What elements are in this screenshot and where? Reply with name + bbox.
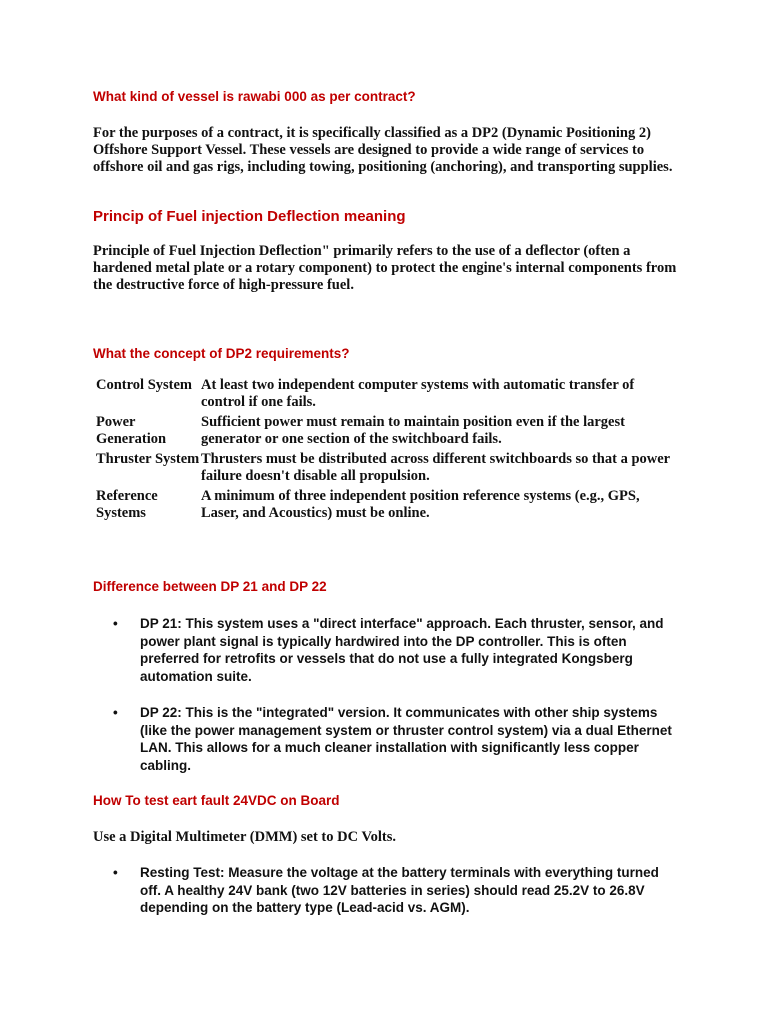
list-item-text: DP 22: This is the "integrated" version. It communicates with other ship systems (like the power management system or thruster control system) via a dual Ethernet LAN. This allows for a much cleaner installation with significantly less copper cabling. xyxy=(140,705,672,774)
list-item xyxy=(113,864,673,917)
requirement-description: Thrusters must be distributed across different switchboards so that a power failure doesn't disable all propulsion. xyxy=(201,451,670,484)
requirement-term: Control System xyxy=(96,377,192,393)
table-row xyxy=(93,451,676,488)
bullet-icon: • xyxy=(113,705,118,720)
table-row xyxy=(93,488,676,525)
heading-earth-fault-test: How To test eart fault 24VDC on Board xyxy=(93,793,340,808)
list-item xyxy=(113,704,673,775)
requirement-description: At least two independent computer systems with automatic transfer of control if one fails. xyxy=(201,377,635,410)
requirement-description: Sufficient power must remain to maintain position even if the largest generator or one section of the switchboard fails. xyxy=(201,414,625,447)
dp2-requirements-table xyxy=(93,377,676,525)
paragraph-vessel-type: For the purposes of a contract, it is specifically classified as a DP2 (Dynamic Positioning 2) Offshore Support Vessel. These vessels are designed to provide a wide range of services to offshore oil and gas rigs, including towing, positioning (anchoring), and transporting supplies. xyxy=(93,125,673,175)
paragraph-earth-fault-test: Use a Digital Multimeter (DMM) set to DC Volts. xyxy=(93,829,396,845)
heading-dp2-requirements: What the concept of DP2 requirements? xyxy=(93,346,350,361)
paragraph-fuel-injection: Principle of Fuel Injection Deflection" primarily refers to the use of a deflector (often a hardened metal plate or a rotary component) to protect the engine's internal components from the destructive force of high-pressure fuel. xyxy=(93,243,677,293)
requirement-term: Reference Systems xyxy=(96,488,158,521)
table-row xyxy=(93,377,676,414)
bullet-icon: • xyxy=(113,616,118,631)
requirement-term: Thruster System xyxy=(96,451,200,467)
table-row xyxy=(93,414,676,451)
heading-vessel-type: What kind of vessel is rawabi 000 as per contract? xyxy=(93,89,416,104)
heading-fuel-injection: Princip of Fuel injection Deflection meaning xyxy=(93,208,406,225)
list-item-text: Resting Test: Measure the voltage at the battery terminals with everything turned off. A healthy 24V bank (two 12V batteries in series) should read 25.2V to 26.8V depending on the battery type (Lead-acid vs. AGM). xyxy=(140,865,659,916)
list-item xyxy=(113,615,673,686)
list-item-text: DP 21: This system uses a "direct interface" approach. Each thruster, sensor, and power plant signal is typically hardwired into the DP controller. This is often preferred for retrofits or vessels that do not use a fully integrated Kongsberg automation suite. xyxy=(140,616,664,685)
requirement-description: A minimum of three independent position reference systems (e.g., GPS, Laser, and Acoustics) must be online. xyxy=(201,488,640,521)
requirement-term: Power Generation xyxy=(96,414,167,447)
heading-dp21-dp22-difference: Difference between DP 21 and DP 22 xyxy=(93,579,327,594)
bullet-icon: • xyxy=(113,865,118,880)
